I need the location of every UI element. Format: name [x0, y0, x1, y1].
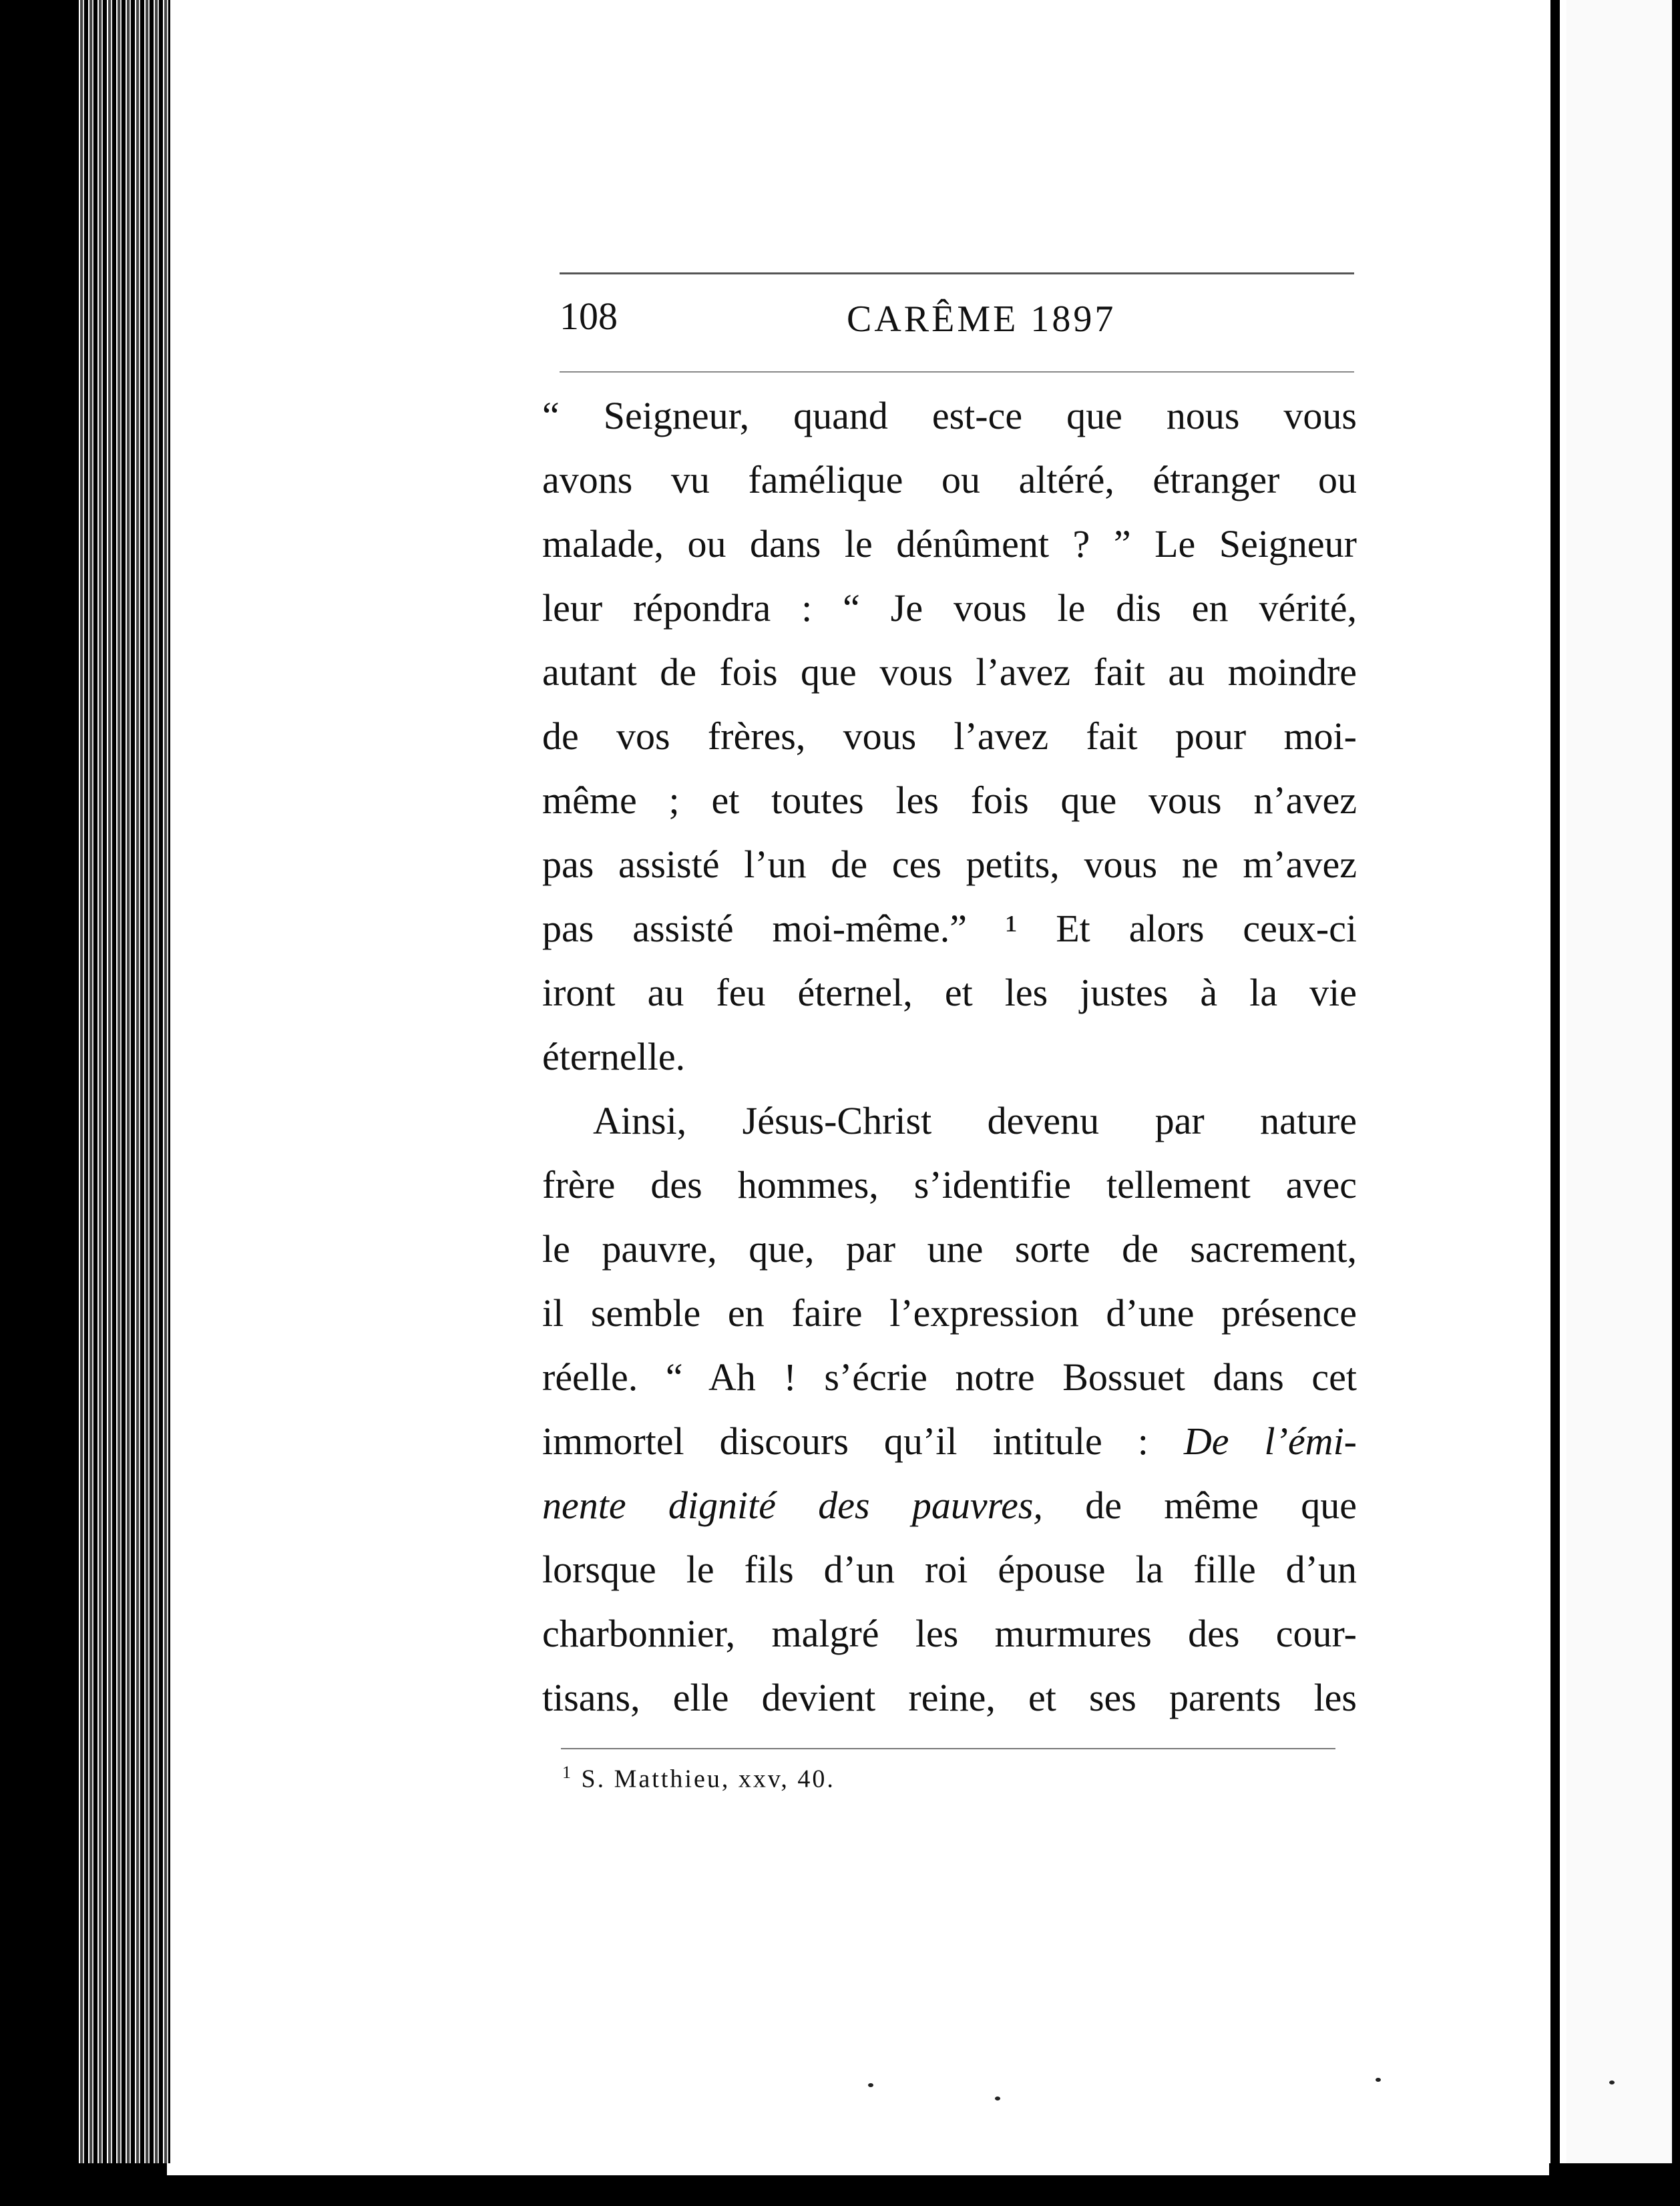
italic-title: De l’émi-: [1183, 1419, 1357, 1463]
text-line: lorsque le fils d’un roi épouse la fille d’un: [542, 1548, 1357, 1591]
text-segment: de même que: [1085, 1484, 1357, 1527]
scan-speck: [995, 2097, 1000, 2101]
gutter-line: [1550, 0, 1560, 2206]
text-line: leur répondra : “ Je vous le dis en vérité,: [542, 586, 1357, 630]
text-line: avons vu famélique ou altéré, étranger ou: [542, 458, 1357, 501]
text-line: tisans, elle devient reine, et ses parents les: [542, 1676, 1357, 1719]
text-line: pas assisté moi-même.” ¹ Et alors ceux-ci: [542, 907, 1357, 950]
footnote-rule: [561, 1748, 1335, 1749]
text-line: il semble en faire l’expression d’une présence: [542, 1291, 1357, 1335]
italic-title: nente dignité des pauvres,: [542, 1484, 1043, 1527]
scan-speck: [1609, 2080, 1615, 2084]
header-rule-top: [560, 272, 1354, 274]
scan-border-left: [0, 0, 77, 2206]
text-line: éternelle.: [542, 1035, 686, 1078]
text-line: même ; et toutes les fois que vous n’avez: [542, 779, 1357, 822]
text-line: iront au feu éternel, et les justes à la vie: [542, 971, 1357, 1014]
text-line: malade, ou dans le dénûment ? ” Le Seigneur: [542, 522, 1357, 566]
footnote-marker: 1: [562, 1763, 573, 1782]
text-line: “ Seigneur, quand est-ce que nous vous: [542, 394, 1357, 437]
footnote-text: S. Matthieu, xxv, 40.: [581, 1765, 835, 1793]
text-segment: immortel discours qu’il intitule :: [542, 1419, 1148, 1463]
text-line: [542, 1409, 1357, 1474]
page-number: 108: [560, 294, 618, 338]
text-line: frère des hommes, s’identifie tellement avec: [542, 1163, 1357, 1206]
text-line: de vos frères, vous l’avez fait pour moi-: [542, 714, 1357, 758]
text-line: le pauvre, que, par une sorte de sacrement,: [542, 1227, 1357, 1271]
scan-speck: [868, 2083, 873, 2087]
body-text: [542, 384, 1357, 1730]
header-rule-bottom: [560, 371, 1354, 373]
facing-page-edge: [1566, 0, 1672, 2206]
text-line: charbonnier, malgré les murmures des cour-: [542, 1612, 1357, 1655]
footnote: [562, 1763, 835, 1794]
running-header: [560, 294, 1354, 354]
paragraph-first-line: Ainsi, Jésus-Christ devenu par nature: [593, 1099, 1357, 1142]
text-line: pas assisté l’un de ces petits, vous ne m’avez: [542, 843, 1357, 886]
running-title: CARÊME 1897: [847, 298, 1116, 340]
page-bottom-edge: [167, 2163, 1549, 2175]
text-line: autant de fois que vous l’avez fait au moindre: [542, 650, 1357, 694]
text-line: réelle. “ Ah ! s’écrie notre Bossuet dans cet: [542, 1355, 1357, 1399]
scan-speck: [1376, 2078, 1381, 2082]
text-line: [542, 1474, 1357, 1538]
